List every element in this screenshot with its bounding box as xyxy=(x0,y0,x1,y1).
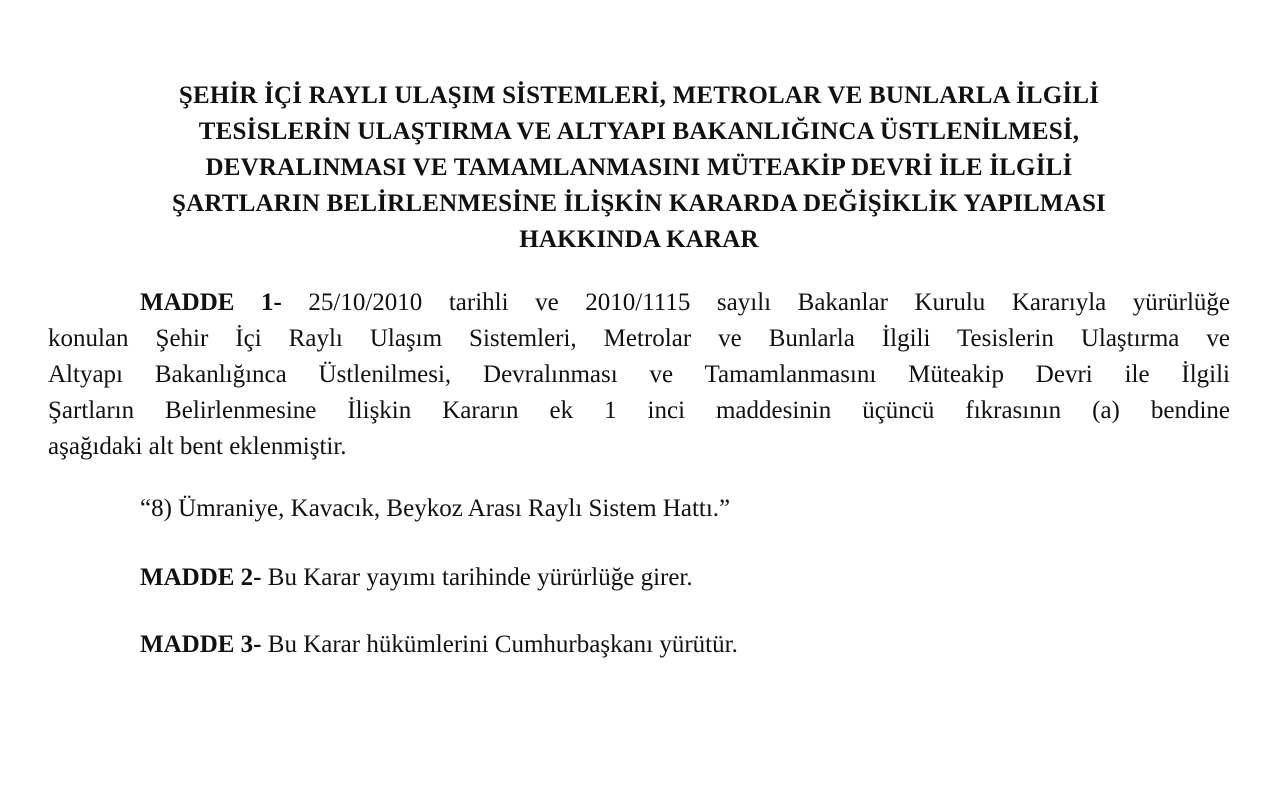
added-clause-quote: “8) Ümraniye, Kavacık, Beykoz Arası Raylı Sistem Hattı.” xyxy=(140,495,731,522)
article-1 xyxy=(48,285,1230,465)
article-2-text: Bu Karar yayımı tarihinde yürürlüğe girer. xyxy=(261,564,693,591)
document-title xyxy=(48,78,1230,258)
article-3-label: MADDE 3- xyxy=(140,631,262,658)
article-3 xyxy=(48,627,1230,663)
article-1-line xyxy=(48,285,1230,321)
article-1-line: Altyapı Bakanlığınca Üstlenilmesi, Devralınması ve Tamamlanmasını Müteakip Devri ile İlgili xyxy=(48,361,1230,388)
article-3-text: Bu Karar hükümlerini Cumhurbaşkanı yürütür. xyxy=(261,631,738,658)
article-2 xyxy=(48,560,1230,596)
title-line: ŞARTLARIN BELİRLENMESİNE İLİŞKİN KARARDA DEĞİŞİKLİK YAPILMASI xyxy=(171,190,1106,217)
title-line: HAKKINDA KARAR xyxy=(519,226,759,253)
title-line: ŞEHİR İÇİ RAYLI ULAŞIM SİSTEMLERİ, METROLAR VE BUNLARLA İLGİLİ xyxy=(178,82,1100,109)
title-line: DEVRALINMASI VE TAMAMLANMASINI MÜTEAKİP DEVRİ İLE İLGİLİ xyxy=(205,154,1073,181)
title-line: TESİSLERİN ULAŞTIRMA VE ALTYAPI BAKANLIĞINCA ÜSTLENİLMESİ, xyxy=(198,118,1080,145)
article-1-line: aşağıdaki alt bent eklenmiştir. xyxy=(48,433,347,460)
article-2-label: MADDE 2- xyxy=(140,564,262,591)
article-1-line: konulan Şehir İçi Raylı Ulaşım Sistemleri, Metrolar ve Bunlarla İlgili Tesislerin Ulaştırma ve xyxy=(48,325,1230,352)
article-1-line: Şartların Belirlenmesine İlişkin Kararın ek 1 inci maddesinin üçüncü fıkrasının (a) bendine xyxy=(48,397,1230,424)
article-1-label: MADDE 1- xyxy=(140,289,282,316)
decree-document xyxy=(48,78,1230,663)
article-1-text: 25/10/2010 tarihli ve 2010/1115 sayılı Bakanlar Kurulu Kararıyla yürürlüğe xyxy=(281,289,1230,316)
